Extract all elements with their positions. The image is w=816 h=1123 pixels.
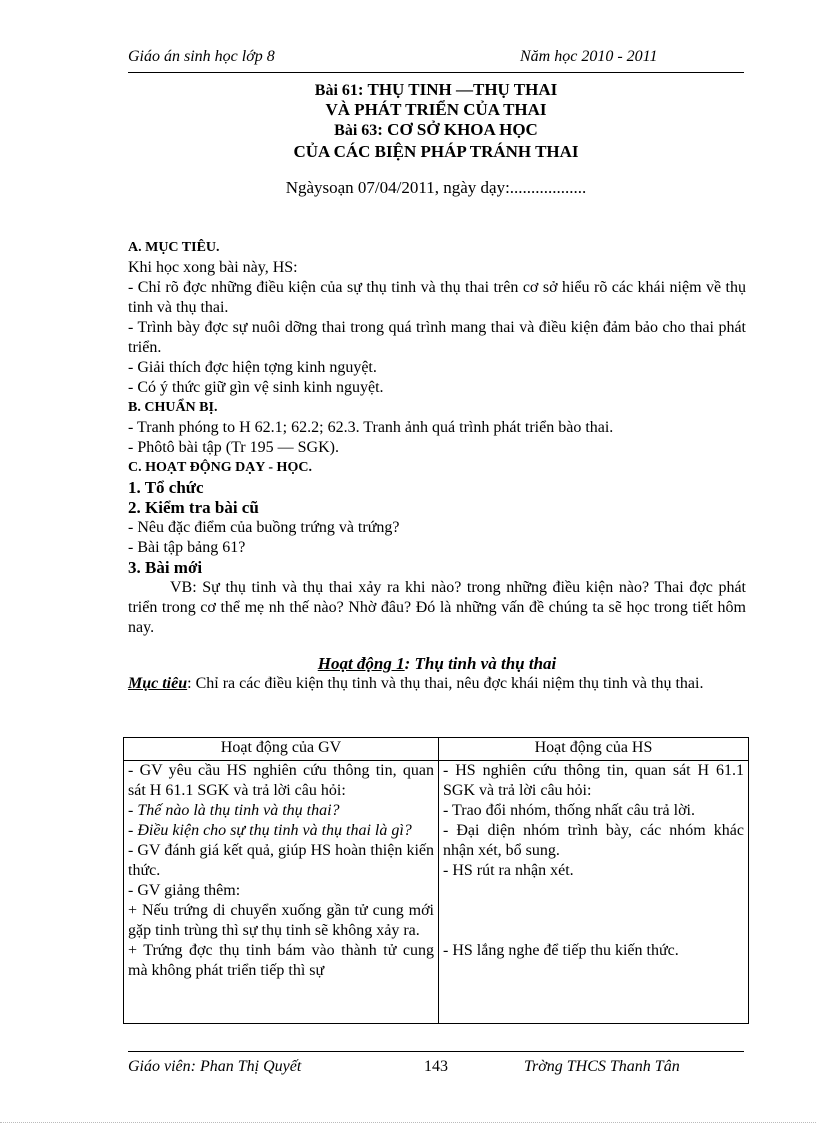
subsection-review: 2. Kiểm tra bài cũ	[128, 498, 259, 517]
footer-teacher: Giáo viên: Phan Thị Quyết	[128, 1058, 302, 1075]
objective-item: - Chỉ rõ đợc những điều kiện của sự thụ tinh và thụ thai trên cơ sở hiểu rõ các khái niệm về thụ tinh và thụ thai.	[128, 279, 746, 316]
footer-school: Trờng THCS Thanh Tân	[524, 1058, 680, 1075]
objective-item: - Có ý thức giữ gìn vệ sinh kinh nguyệt.	[128, 379, 384, 396]
objective-item: - Trình bày đợc sự nuôi dỡng thai trong quá trình mang thai và điều kiện đảm bảo cho thai phát triển.	[128, 319, 746, 356]
header-subject: Giáo án sinh học lớp 8	[128, 48, 275, 65]
date-line: Ngàysoạn 07/04/2011, ngày dạy:..................	[285, 178, 587, 197]
page-footer	[128, 1051, 744, 1075]
activity-table	[123, 737, 749, 1024]
lesson-intro-text: VB: Sự thụ tinh và thụ thai xảy ra khi nào? trong những điều kiện nào? Thai đợc phát triển trong cơ thể mẹ nh thế nào? Nhờ đâu? Đó là những vấn đề chúng ta sẽ học trong tiết hôm nay.	[128, 579, 746, 636]
lesson-title-3: Bài 63: CƠ SỞ KHOA HỌC	[334, 120, 538, 139]
section-a-intro: Khi học xong bài này, HS:	[128, 259, 298, 276]
teacher-activities-cell: - GV yêu cầu HS nghiên cứu thông tin, quan sát H 61.1 SGK và trả lời câu hỏi: - Thế nào là thụ tinh và thụ thai? - Điều kiện cho sự thụ tinh và thụ thai là gì? - GV đánh giá kết quả, giúp HS hoàn thiện kiến thức. - GV giảng thêm: + Nếu trứng di chuyển xuống gần tử cung mới gặp tinh trùng thì sự thụ tinh sẽ không xảy ra. + Trứng đợc thụ tinh bám vào thành tử cung mà không phát triển tiếp thì sự	[124, 761, 439, 1024]
section-b-heading: B. CHUẨN BỊ.	[128, 400, 218, 415]
column-header-teacher: Hoạt động của GV	[124, 738, 439, 761]
review-question: - Bài tập bảng 61?	[128, 539, 246, 556]
lesson-body	[128, 238, 746, 694]
section-c-heading: C. HOẠT ĐỘNG DẠY - HỌC.	[128, 460, 312, 475]
student-activities-cell: - HS nghiên cứu thông tin, quan sát H 61.1 SGK và trả lời câu hỏi: - Trao đổi nhóm, thống nhất câu trả lời. - Đại diện nhóm trình bày, các nhóm khác nhận xét, bổ sung. - HS rút ra nhận xét. - HS lắng nghe để tiếp thu kiến thức.	[439, 761, 749, 1024]
activity-1-goal: Mục tiêu: Chỉ ra các điều kiện thụ tinh và thụ thai, nêu đợc khái niệm thụ tinh và thụ thai.	[128, 675, 704, 692]
subsection-organization: 1. Tổ chức	[128, 478, 204, 497]
column-header-student: Hoạt động của HS	[439, 738, 749, 761]
lesson-title-2: VÀ PHÁT TRIỂN CỦA THAI	[325, 100, 547, 119]
preparation-item: - Tranh phóng to H 62.1; 62.2; 62.3. Tranh ảnh quá trình phát triển bào thai.	[128, 419, 614, 436]
lesson-title-1: Bài 61: THỤ TINH —THỤ THAI	[314, 80, 558, 99]
review-question: - Nêu đặc điểm của buồng trứng và trứng?	[128, 519, 400, 536]
section-a-heading: A. MỤC TIÊU.	[128, 240, 220, 255]
objective-item: - Giải thích đợc hiện tợng kinh nguyệt.	[128, 359, 377, 376]
lesson-title-4: CỦA CÁC BIỆN PHÁP TRÁNH THAI	[293, 142, 579, 161]
activity-1-title: Hoạt động 1: Thụ tinh và thụ thai	[317, 654, 557, 673]
page-number: 143	[424, 1058, 448, 1075]
header-school-year: Năm học 2010 - 2011	[520, 48, 658, 65]
page-header	[128, 46, 744, 73]
subsection-new-lesson: 3. Bài mới	[128, 558, 203, 577]
preparation-item: - Phôtô bài tập (Tr 195 — SGK).	[128, 439, 339, 456]
